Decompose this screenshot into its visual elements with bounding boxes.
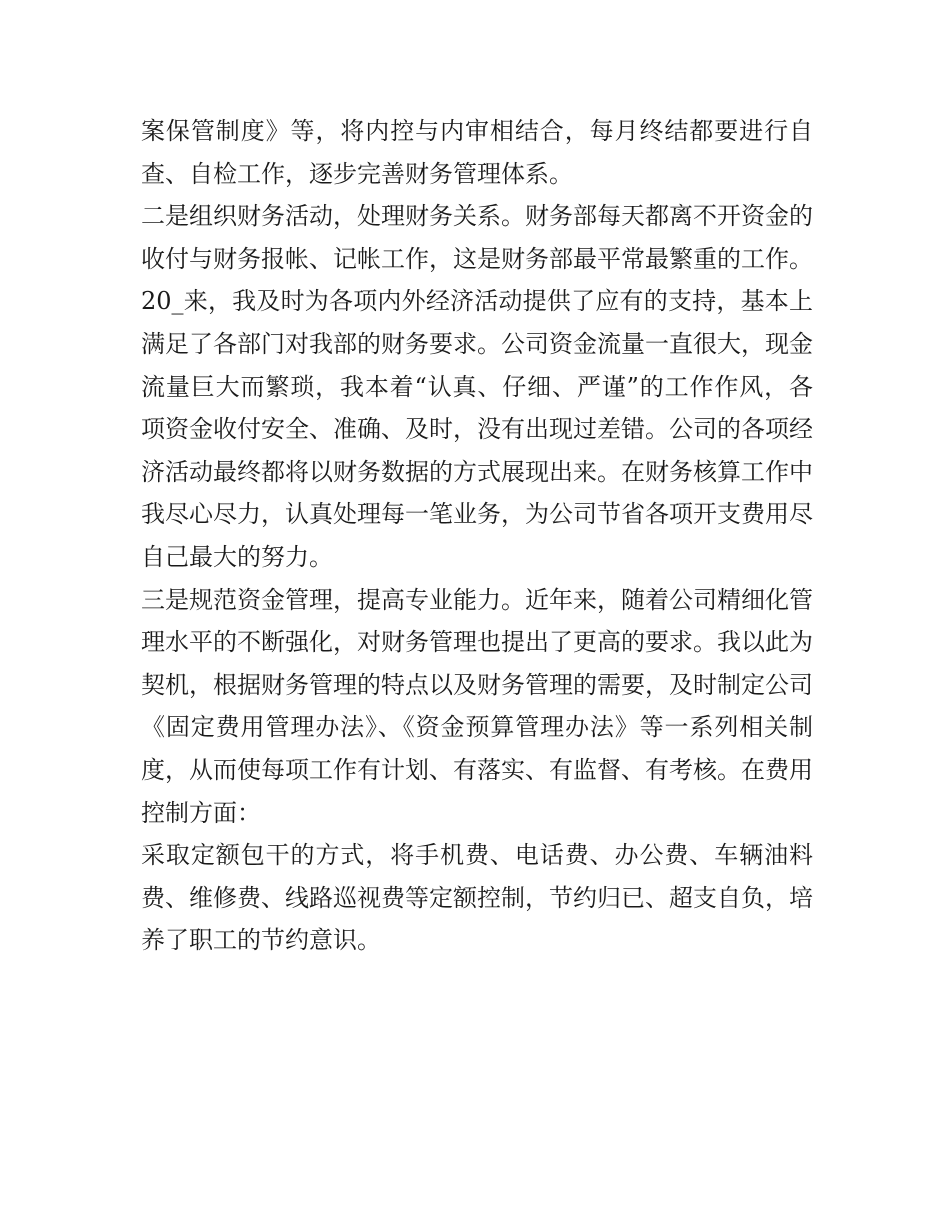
document-body <box>141 110 813 962</box>
paragraph-fund-management: 三是规范资金管理，提高专业能力。近年来，随着公司精细化管理水平的不断强化，对财务管理也提出了更高的要求。我以此为契机，根据财务管理的特点以及财务管理的需要，及时制定公司《固定费用管理办法》、《资金预算管理办法》等一系列相关制度，从而使每项工作有计划、有落实、有监督、有考核。在费用控制方面： <box>141 585 813 827</box>
paragraph-cost-control: 采取定额包干的方式，将手机费、电话费、办公费、车辆油料费、维修费、线路巡视费等定额控制，节约归已、超支自负，培养了职工的节约意识。 <box>141 841 813 955</box>
paragraph-financial-activities: 二是组织财务活动，处理财务关系。财务部每天都离不开资金的收付与财务报帐、记帐工作，这是财务部最平常最繁重的工作。20_来，我及时为各项内外经济活动提供了应有的支持，基本上满足了各部门对我部的财务要求。公司资金流量一直很大，现金流量巨大而繁琐，我本着“认真、仔细、严谨”的工作作风，各项资金收付安全、准确、及时，没有出现过差错。公司的各项经济活动最终都将以财务数据的方式展现出来。在财务核算工作中我尽心尽力，认真处理每一笔业务，为公司节省各项开支费用尽自己最大的努力。 <box>141 202 813 571</box>
paragraph-internal-control: 案保管制度》等，将内控与内审相结合，每月终结都要进行自查、自检工作，逐步完善财务管理体系。 <box>141 117 813 188</box>
